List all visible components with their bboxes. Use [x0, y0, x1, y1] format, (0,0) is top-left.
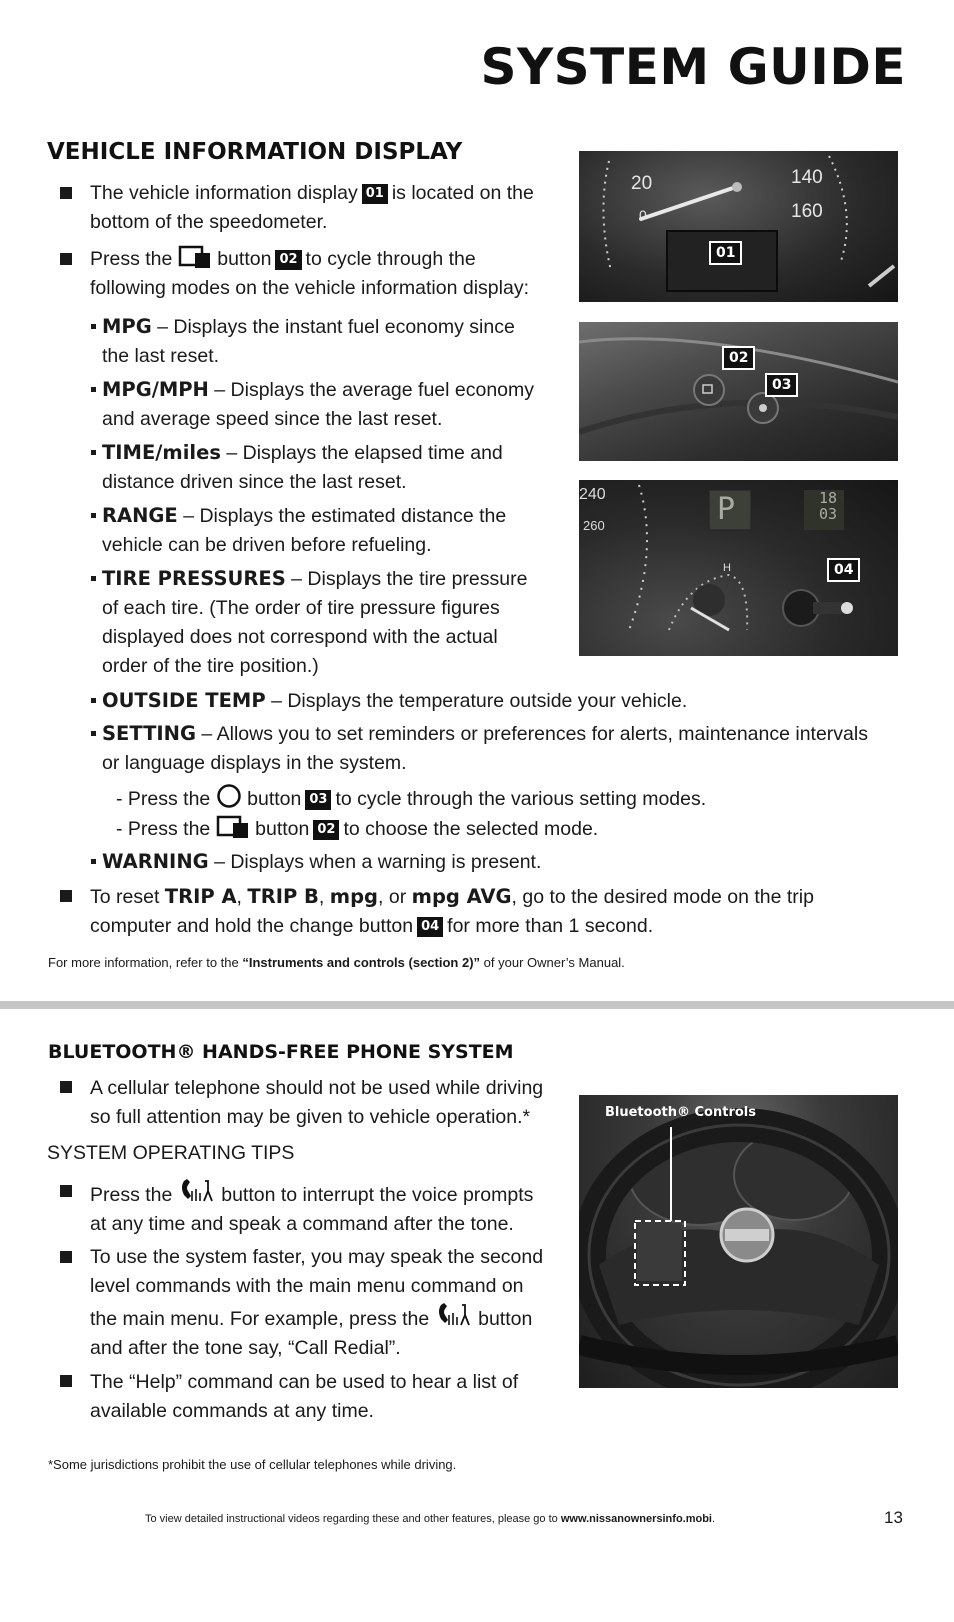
- text: ,: [236, 886, 242, 908]
- text: , go to the desired mode on the trip: [511, 886, 814, 908]
- tips-heading: SYSTEM OPERATING TIPS: [47, 1142, 295, 1164]
- text: so full attention may be given to vehicle operation.*: [90, 1106, 531, 1128]
- bullet: [60, 187, 72, 199]
- section-divider: [0, 1001, 954, 1009]
- vid-bullet-1: [90, 179, 534, 237]
- sub-bullet: [91, 576, 96, 581]
- gauge-number: 140: [791, 167, 823, 188]
- text: the last reset.: [102, 345, 220, 367]
- text: is located on the: [391, 182, 534, 204]
- sub-bullet: [91, 387, 96, 392]
- gear-indicator: P: [717, 492, 736, 527]
- text: – Displays the instant fuel economy since: [157, 316, 515, 338]
- text: button to interrupt the voice prompts: [221, 1184, 534, 1206]
- odometer-readout: [819, 490, 837, 522]
- callout-badge: 04: [417, 917, 443, 937]
- bullet: [60, 253, 72, 265]
- gauge-number: 0: [639, 207, 647, 223]
- callout-02: 02: [722, 346, 755, 370]
- text: and after the tone say, “Call Redial”.: [90, 1337, 401, 1359]
- callout-04: 04: [827, 558, 860, 582]
- bullet: [60, 1185, 72, 1197]
- mode-time-miles: [102, 438, 503, 497]
- bt-bullet-1: [90, 1074, 543, 1132]
- text: vehicle can be driven before refueling.: [102, 534, 432, 556]
- mode-mpg: [102, 312, 515, 371]
- text: bottom of the speedometer.: [90, 211, 328, 233]
- text: – Displays when a warning is present.: [214, 851, 542, 873]
- text: order of the tire position.): [102, 655, 319, 677]
- mode-warning: [102, 847, 541, 877]
- steering-wheel-photo: [579, 1095, 898, 1388]
- text: - Press the: [116, 818, 211, 840]
- text: – Displays the average fuel economy: [214, 379, 535, 401]
- mode-outside-temp: [102, 686, 687, 716]
- display-button-icon: [178, 245, 212, 269]
- sub-bullet: [91, 450, 96, 455]
- sub-bullet: [91, 859, 96, 864]
- buttons-graphic: [579, 322, 898, 461]
- text: Press the: [90, 1184, 173, 1206]
- tip-3: [90, 1368, 518, 1426]
- circle-button-icon: [216, 783, 242, 809]
- mode-term: RANGE: [102, 504, 178, 527]
- bt-heading: BLUETOOTH® HANDS-FREE PHONE SYSTEM: [48, 1041, 514, 1063]
- text: button: [217, 248, 272, 270]
- display-button-icon: [216, 815, 250, 839]
- text: – Displays the temperature outside your vehicle.: [271, 690, 688, 712]
- mode-tire-pressures: [102, 564, 527, 681]
- bold-term: mpg: [329, 885, 379, 908]
- text: A cellular telephone should not be used while driving: [90, 1077, 544, 1099]
- gauge-number: 160: [791, 201, 823, 222]
- text: distance driven since the last reset.: [102, 471, 407, 493]
- bold-term: mpg AVG: [411, 885, 512, 908]
- buttons-photo: [579, 322, 898, 461]
- talk-button-icon: [178, 1177, 216, 1205]
- manual-reference: [48, 955, 625, 970]
- text: computer and hold the change button: [90, 915, 414, 937]
- text: The vehicle information display: [90, 182, 358, 204]
- footer-text: [145, 1513, 715, 1525]
- callout-badge: 02: [313, 820, 339, 840]
- bullet: [60, 890, 72, 902]
- mode-setting: [102, 719, 868, 778]
- text: – Displays the tire pressure: [291, 568, 528, 590]
- callout-badge: 02: [275, 250, 301, 270]
- bluetooth-controls-label: Bluetooth® Controls: [605, 1105, 756, 1120]
- text: - Press the: [116, 788, 211, 810]
- page-number: 13: [884, 1508, 903, 1527]
- text: or language displays in the system.: [102, 752, 407, 774]
- vid-heading: VEHICLE INFORMATION DISPLAY: [47, 139, 463, 165]
- sub-bullet: [91, 513, 96, 518]
- text: 18: [819, 489, 838, 507]
- bullet: [60, 1375, 72, 1387]
- text: Press the: [90, 248, 173, 270]
- bt-footnote: *Some jurisdictions prohibit the use of cellular telephones while driving.: [48, 1457, 457, 1472]
- gauge-number: 240: [579, 486, 606, 503]
- text: For more information, refer to the: [48, 955, 239, 970]
- text: and average speed since the last reset.: [102, 408, 443, 430]
- gauge-number: 260: [583, 518, 605, 533]
- callout-01: 01: [709, 241, 742, 265]
- text: “Instruments and controls (section 2)”: [242, 955, 481, 970]
- tip-1: [90, 1177, 533, 1239]
- cluster-photo: [579, 480, 898, 656]
- footer-link[interactable]: www.nissanownersinfo.mobi: [560, 1513, 712, 1525]
- text: to cycle through the: [305, 248, 476, 270]
- mode-term: WARNING: [102, 850, 209, 873]
- text: the main menu. For example, press the: [90, 1308, 430, 1330]
- text: of each tire. (The order of tire pressure figures: [102, 597, 500, 619]
- text: To use the system faster, you may speak the second: [90, 1246, 544, 1268]
- text: displayed does not correspond with the actual: [102, 626, 498, 648]
- setting-sub-1: [116, 783, 706, 814]
- text: of your Owner’s Manual.: [483, 955, 625, 970]
- text: – Displays the elapsed time and: [226, 442, 503, 464]
- text: .: [712, 1513, 716, 1525]
- sub-bullet: [91, 731, 96, 736]
- speedometer-photo: [579, 151, 898, 302]
- setting-sub-2: [116, 815, 598, 844]
- text: ,: [318, 886, 325, 908]
- reset-instructions: [90, 882, 814, 941]
- text: at any time and speak a command after the tone.: [90, 1213, 514, 1235]
- mode-term: MPG/MPH: [102, 378, 209, 401]
- mode-term: TIRE PRESSURES: [102, 567, 286, 590]
- text: 03: [819, 505, 838, 523]
- text: – Allows you to set reminders or preferences for alerts, maintenance intervals: [201, 723, 868, 745]
- temp-h-label: H: [723, 562, 731, 574]
- mode-term: OUTSIDE TEMP: [102, 689, 266, 712]
- callout-badge: 03: [305, 790, 331, 810]
- text: – Displays the estimated distance the: [183, 505, 507, 527]
- text: To view detailed instructional videos regarding these and other features, please go to: [145, 1513, 558, 1525]
- text: to cycle through the various setting modes.: [335, 788, 707, 810]
- gauge-number: 20: [631, 173, 653, 194]
- page-title: SYSTEM GUIDE: [480, 38, 906, 96]
- mode-term: SETTING: [102, 722, 196, 745]
- text: button: [247, 788, 302, 810]
- text: To reset: [90, 886, 160, 908]
- callout-03: 03: [765, 373, 798, 397]
- text: button: [255, 818, 310, 840]
- mode-term: TIME/miles: [102, 441, 221, 464]
- text: for more than 1 second.: [447, 915, 654, 937]
- bullet: [60, 1081, 72, 1093]
- text: to choose the selected mode.: [343, 818, 599, 840]
- bullet: [60, 1251, 72, 1263]
- text: following modes on the vehicle information display:: [90, 277, 529, 299]
- text: button: [478, 1308, 533, 1330]
- vid-bullet-2: [90, 245, 529, 303]
- mode-range: [102, 501, 506, 560]
- tip-2: [90, 1243, 543, 1363]
- mode-term: MPG: [102, 315, 152, 338]
- text: available commands at any time.: [90, 1400, 374, 1422]
- bold-term: TRIP B: [247, 885, 319, 908]
- mode-mpg-mph: [102, 375, 534, 434]
- speedometer-graphic: [579, 151, 898, 302]
- talk-button-icon: [435, 1301, 473, 1329]
- sub-bullet: [91, 324, 96, 329]
- callout-badge: 01: [362, 184, 388, 204]
- steering-wheel-graphic: [579, 1095, 898, 1388]
- text: The “Help” command can be used to hear a list of: [90, 1371, 519, 1393]
- sub-bullet: [91, 698, 96, 703]
- text: , or: [378, 886, 407, 908]
- bold-term: TRIP A: [164, 885, 237, 908]
- text: level commands with the main menu command on: [90, 1275, 524, 1297]
